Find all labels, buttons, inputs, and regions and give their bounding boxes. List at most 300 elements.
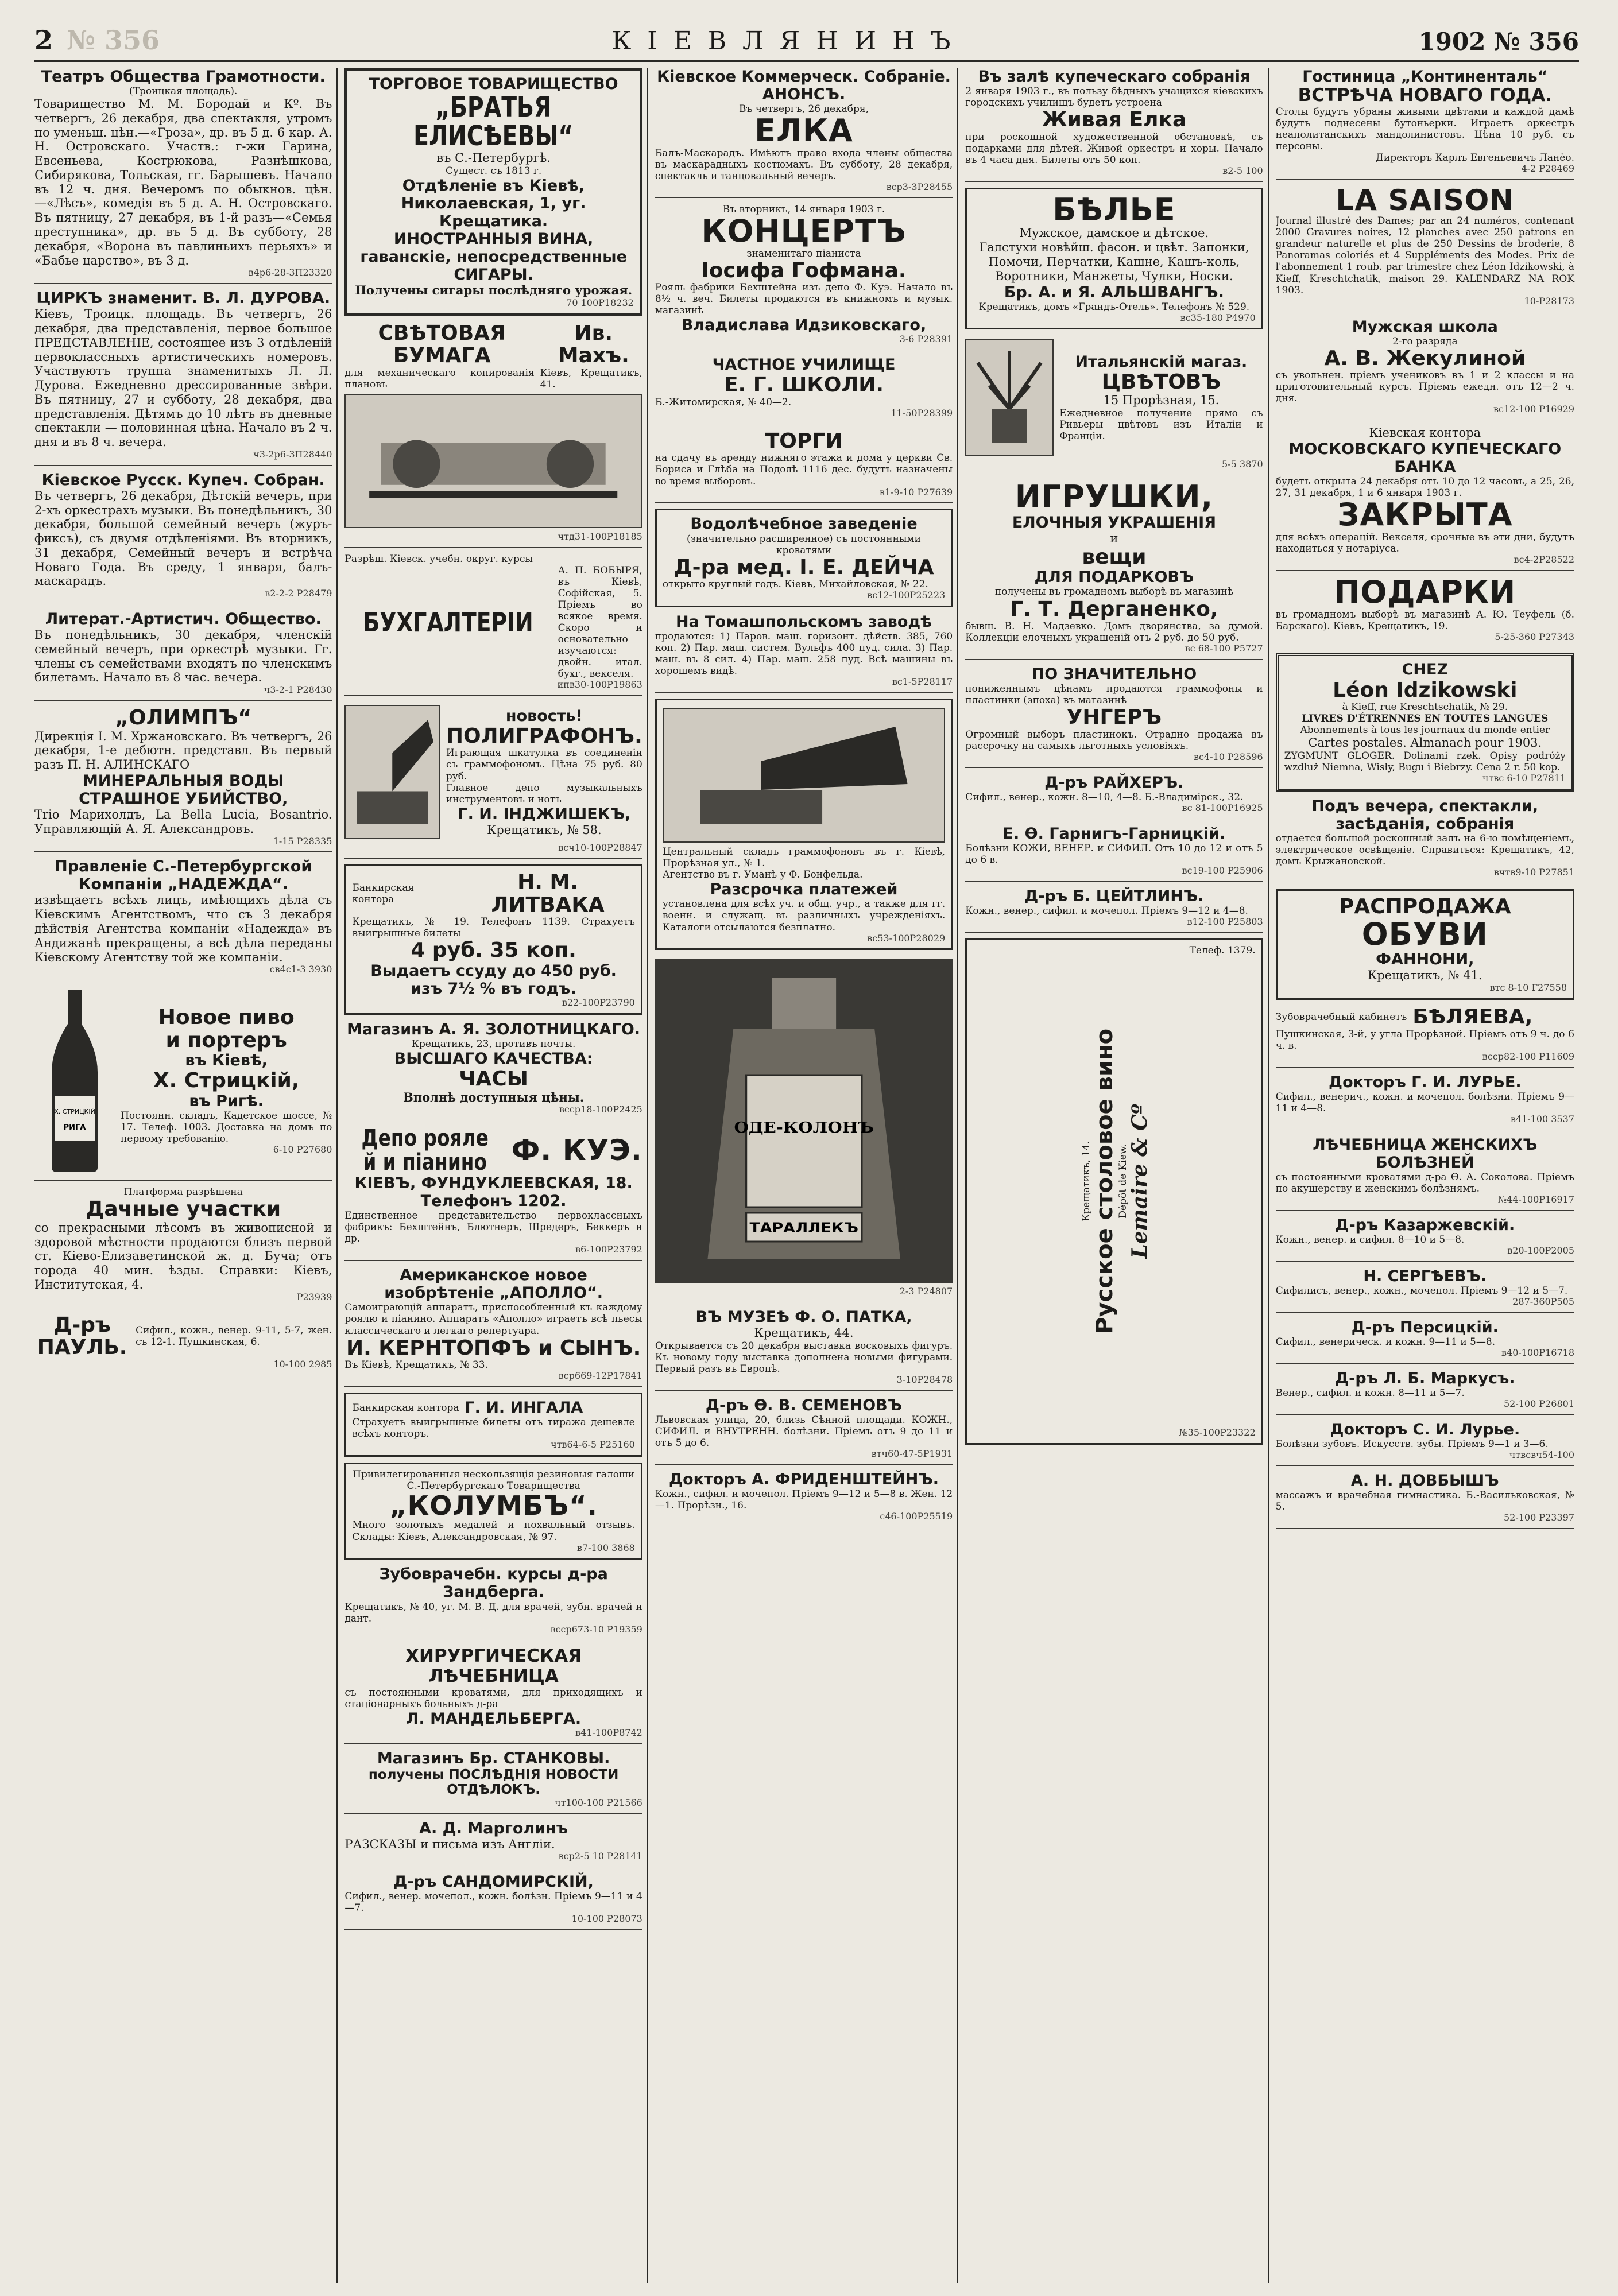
tseit-body: Кожн., венер., сифил. и мочепол. Пріемъ 9—12 и 4—8. <box>965 905 1248 917</box>
garn-name: Е. Ѳ. Гарнигъ-Гарницкій. <box>1002 824 1226 843</box>
buh-pre: Разрѣш. Кiевск. учебн. округ. курсы <box>344 553 533 565</box>
kcs-day: Въ четвергъ, 26 декабря, <box>739 103 869 115</box>
concert-code: 3-6 Р28391 <box>899 333 953 345</box>
beer-line-2: и портеръ <box>165 1028 287 1052</box>
gramo-store: Центральный складъ граммофоновъ въ г. Кiевѣ, Прорѣзная ул., № 1. <box>662 846 946 870</box>
sem-code: втч60-47-5Р1931 <box>871 1448 953 1460</box>
theatre-code: в4р6-28-3П23320 <box>248 267 332 278</box>
deich-sub: (значительно расширенное) съ постоянными кроватями <box>687 533 921 556</box>
zolot-prices: Вполнѣ доступныя цѣны. <box>402 1089 585 1104</box>
apollo-body: Самоиграющій аппаратъ, приспособленный къ каждому роялю и піанино. Аппаратъ «Аполло» играетъ всѣ пьесы классическаго и легкаго репертуара. <box>344 1302 642 1337</box>
school-name: Е. Г. ШКОЛИ. <box>723 373 884 397</box>
continental-hotel-ad <box>1276 68 1574 180</box>
beer-label-bottom: РИГА <box>63 1123 86 1133</box>
zandberg-ad <box>344 1565 642 1640</box>
zhek-name: А. В. Жекулиной <box>1324 346 1526 370</box>
poly-title: ПОЛИГРАФОНЪ. <box>446 724 642 748</box>
olymp-code: 1-15 Р28335 <box>273 835 332 847</box>
linen-ad <box>965 188 1263 330</box>
nadezhda-title: Правленіе С.-Петербургской Компаніи „НАДЕЖДА“. <box>55 858 312 894</box>
page-number: 2 <box>34 25 53 56</box>
toys-code: вс 68-100 Р5727 <box>1185 643 1263 654</box>
idz-addr: à Kieff, rue Kreschtschatik, № 29. <box>1342 701 1508 713</box>
nadezhda-body: извѣщаетъ всѣхъ лицъ, имѣющихъ дѣла съ Кiевскимъ Агентствомъ, что съ 3 декабря дѣйствія Агентства компаніи «Надежда» въ Андижанѣ прекращены, а всѣ дѣла переданы Кiевскому Агентству той же компаніи. <box>34 893 332 964</box>
belyaev-body: Пушкинская, 3-й, у угла Прорѣзной. Пріемъ отъ 9 ч. до 6 ч. в. <box>1275 1028 1575 1052</box>
bank-body: будетъ открыта 24 декабря отъ 10 до 12 часовъ, а 25, 26, 27, 31 декабря, 1 и 6 января 1903 г. <box>1275 476 1575 499</box>
galosh-name: „КОЛУМБЪ“. <box>389 1490 598 1522</box>
mach-code: чтд31-100Р18185 <box>558 530 642 542</box>
circus-code: ч3-2p6-3П28440 <box>253 448 332 460</box>
alshvang-addr: Крещатикъ, домъ «Грандъ-Отель». Телефонъ № 529. <box>978 301 1250 313</box>
shoes-pre: РАСПРОДАЖА <box>1339 895 1511 919</box>
idz-name: Léon Idzikowski <box>1333 678 1518 702</box>
women-code: №44-100Р16917 <box>1497 1193 1575 1205</box>
auction-ad <box>655 430 953 503</box>
kaz-code: в20-100Р2005 <box>1507 1244 1575 1256</box>
litvak-loan: Выдаетъ ссуду до 450 руб. изъ 7½ % въ годъ. <box>370 961 617 998</box>
beer-brand: Х. Стрицкій, <box>153 1069 300 1093</box>
alshvang-name: Бр. А. и Я. АЛЬШВАНГЪ. <box>1004 283 1224 301</box>
patek-museum-ad <box>655 1308 953 1391</box>
toys-title: ИГРУШКИ, <box>1015 479 1214 515</box>
tom-title: На Томашпольскомъ заводѣ <box>675 613 932 631</box>
lurie-code: в41-100 3537 <box>1510 1113 1575 1124</box>
kino-depot: Dépôt de Kiew. <box>1117 1143 1129 1219</box>
theatre-place: (Троицкая площадь). <box>129 86 238 98</box>
kaz-name: Д-ръ Казаржевскій. <box>1335 1216 1515 1234</box>
concert-pre: Въ вторникъ, 14 января 1903 г. <box>722 203 885 215</box>
gramo-code: вс53-100Р28029 <box>867 932 946 944</box>
poly-news: новость! <box>505 707 583 725</box>
polygraphon-ad <box>344 701 642 859</box>
beer-bottle-illustration <box>34 986 115 1176</box>
tseit-name: Д-ръ Б. ЦЕЙТЛИНЪ. <box>1024 887 1204 905</box>
zand-body: Крещатикъ, № 40, уг. М. В. Д. для врачей, зубн. врачей и дант. <box>344 1601 642 1624</box>
tseitlin-ad <box>965 887 1263 933</box>
serg-name: Н. СЕРГѢЕВЪ. <box>1363 1267 1487 1285</box>
literary-society-ad <box>34 610 332 701</box>
kue-name: Ф. КУЭ. <box>511 1133 642 1167</box>
lurie2-code: чтвсвч54-100 <box>1509 1449 1575 1460</box>
cologne-bottle-illustration <box>655 959 953 1283</box>
circus-body: Кiевъ, Троицк. площадь. Въ четвергъ, 26 декабря, два представленія, первое большое ПРЕДСТАВЛЕНIЕ, состоящее изъ 3 отдѣленій первоклассныхъ артистическихъ номеровъ. Участвуютъ труппа знаменитыхъ Л. Л. Дурова. Ежедневно дрессированные звѣри. Въ пятницу, 27 и субботу, 28 декабря, два представленія. Дѣтямъ до 10 лѣтъ въ дневные спектакли — половинная цѣна. Начало въ 2 ч. дня и въ 8 ч. вечера. <box>34 307 332 449</box>
galosh-code: в7-100 3868 <box>576 1542 635 1553</box>
shoes-code: втс 8-10 Г27558 <box>1489 982 1567 994</box>
bleed-through-number: № 356 <box>67 25 160 56</box>
zand-code: всср673-10 Р19359 <box>550 1623 642 1635</box>
linen-items: Галстухи новѣйш. фасон. и цвѣт. Запонки, Помочи, Перчатки, Кашне, Кашъ-коль, Воротники, Манжеты, Чулки, Носки. <box>979 241 1249 283</box>
tom-body: продаются: 1) Паров. маш. горизонт. дѣйств. 385, 760 коп. 2) Пар. маш. систем. Вульфъ 400 пуд. сила. 3) Пар. маш. въ 8 сил. 4) Пар. маш. 258 пуд. Всѣ машины въ хорошемъ видѣ. <box>655 631 953 677</box>
apollo-title: Американское новое изобрѣтеніе „АПОЛЛО“. <box>384 1266 603 1302</box>
eliseev-branch: Отдѣленіе въ Кiевѣ, Николаевская, 1, уг. Крещатика. <box>401 176 586 230</box>
hir-code: в41-100Р8742 <box>575 1727 642 1738</box>
poly-body: Играющая шкатулка въ соединеніи съ граммофономъ. Цѣна 75 руб. 80 руб. <box>446 747 642 782</box>
zolot-code: всср18-100Р2425 <box>559 1104 642 1115</box>
eliseev-since: Сущест. съ 1813 г. <box>445 165 542 177</box>
zhekulina-school-ad <box>1276 318 1574 421</box>
litvak-code: в22-100Р23790 <box>562 996 635 1008</box>
deich-title: Водолѣчебное заведеніе <box>690 515 918 533</box>
ingal-body: Страхуетъ выигрышные билеты отъ тиража дешевле всѣхъ конторъ. <box>352 1417 635 1440</box>
school-body: Б.-Житомирская, № 40—2. <box>655 396 792 408</box>
header-left <box>34 25 160 56</box>
kcs-elka: ЕЛКА <box>754 113 853 149</box>
torg-code: в1-9-10 Р27639 <box>879 486 953 498</box>
mach-ad <box>344 322 642 548</box>
serg-body: Сифилисъ, венер., кожн., мочепол. Пріемъ 9—12 и 5—7. <box>1275 1285 1568 1297</box>
bank-title: МОСКОВСКАГО КУПЕЧЕСКАГО БАНКА <box>1288 440 1562 476</box>
tseit-code: в12-100 Р25803 <box>1187 916 1263 927</box>
kerntopf-addr: Въ Кiевѣ, Крещатикъ, № 33. <box>344 1359 488 1371</box>
lurie-ad <box>1276 1073 1574 1130</box>
litvak-name: Н. М. ЛИТВАКА <box>491 870 605 917</box>
beer-line-1: Новое пиво <box>158 1006 295 1030</box>
garn-code: вс19-100 Р25906 <box>1182 864 1263 876</box>
concert-seller: Владислава Идзиковскаго, <box>681 316 927 335</box>
saison-body: Journal illustré des Dames; par an 24 numéros, contenant 2000 Gravures noires, 12 planches avec 250 patrons en grandeur naturelle et plus de 250 Dessins de broderie, 8 Panoramas coloriés et 4 Suppléments des Modes. Prix de l'abonnement 1 roub. par trimestre chez Léon Idzikowski, à Kieff, Kreschtchatik, maison 29. KALENDARZ NA ROK 1903. <box>1275 215 1575 296</box>
table-wine-ad <box>965 938 1263 1445</box>
hall-rental-ad <box>1276 797 1574 883</box>
eliseev-title: „БРАТЬЯ ЕЛИСѢЕВЫ“ <box>413 91 574 153</box>
eliseev-goods: ИНОСТРАННЫЯ ВИНА, гаванскіе, непосредственные СИГАРЫ. <box>360 230 627 284</box>
sand-body: Сифил., венер. мочепол., кожн. болѣзн. Пріемъ 9—11 и 4—7. <box>344 1891 642 1914</box>
reich-body: Сифил., венер., кожн. 8—10, 4—8. Б.-Владимірск., 32. <box>965 791 1244 803</box>
belyaev-code: всср82-100 Р11609 <box>1482 1050 1575 1062</box>
reich-code: вс 81-100Р16925 <box>1182 802 1263 813</box>
paul-title: Д-ръ ПАУЛЬ. <box>37 1313 127 1360</box>
bookkeeping-ad <box>344 553 642 696</box>
flowers-title: ЦВѢТОВЪ <box>1101 370 1221 394</box>
kino-code: №35-100Р23322 <box>1179 1426 1256 1438</box>
dacha-title: Платформа разрѣшена <box>123 1186 243 1199</box>
toys-sub: ЕЛОЧНЫЯ УКРАШЕНІЯ <box>1012 514 1217 532</box>
hir-body: съ постоянными кроватями, для приходящихъ и стаціонарныхъ больныхъ д-ра <box>344 1686 642 1710</box>
kcs-title: Кiевское Коммерческ. Собраніе. <box>657 68 951 86</box>
tom-code: вс1-5Р28117 <box>892 676 953 688</box>
patek-body: Открывается съ 20 декабря выставка восковыхъ фигуръ. Къ новому году выставка дополнена новыми фигурами. Первый разъ въ Европѣ. <box>655 1340 953 1375</box>
womens-clinic-ad <box>1276 1136 1574 1211</box>
kcs-body: Балъ-Маскарадъ. Имѣютъ право входа члены общества въ маскарадныхъ костюмахъ. Въ субботу, 28 декабря, спектакль и танцовальный вечеръ. <box>655 147 953 182</box>
ad-columns <box>34 68 1579 2283</box>
beer-line-3: въ Кiевѣ, <box>185 1052 268 1070</box>
la-saison-ad <box>1276 185 1574 312</box>
marg-name: А. Д. Марголинъ <box>419 1819 568 1837</box>
toys-for: ДЛЯ ПОДАРКОВЪ <box>1034 568 1194 587</box>
women-body: съ постоянными кроватями д-ра Ѳ. А. Соколова. Пріемъ по акушерству и женскимъ болѣзнямъ. <box>1275 1171 1575 1194</box>
nadezhda-ad <box>34 858 332 980</box>
dacha-code: Р23939 <box>296 1291 332 1302</box>
beer-label-top: Х. СТРИЦКІЙ <box>54 1108 95 1116</box>
sergeev-ad <box>1276 1267 1574 1313</box>
theatre-title: Театръ Общества Грамотности. <box>41 68 326 86</box>
fried-name: Докторъ А. ФРИДЕНШТЕЙНЪ. <box>669 1471 939 1489</box>
gramophone-store-ad <box>655 699 953 950</box>
zolot-title: Магазинъ А. Я. ЗОЛОТНИЦКАГО. <box>347 1020 641 1038</box>
kino-title: Русское столовое вино <box>1091 1028 1118 1334</box>
sem-body: Львовская улица, 20, близь Сѣнной площади. КОЖН., СИФИЛ. и ВНУТРЕНН. болѣзни. Пріемъ отъ 9 до 11 и отъ 5 до 6. <box>655 1414 953 1449</box>
issue-number: 1902 № 356 <box>1418 28 1579 56</box>
gifts-code: 5-25-360 Р27343 <box>1495 631 1575 642</box>
semenov-ad <box>655 1397 953 1465</box>
unger-code: вс4-10 Р28596 <box>1193 751 1263 762</box>
markus-name: Д-ръ Л. Б. Маркусъ. <box>1335 1369 1515 1387</box>
litvak-ad <box>344 864 642 1015</box>
sandomirsky-ad <box>344 1873 642 1930</box>
pers-name: Д-ръ Персицкій. <box>1351 1318 1499 1336</box>
unger-ad <box>965 665 1263 768</box>
zolotnitsky-ad <box>344 1021 642 1120</box>
column-5 <box>1276 68 1579 2283</box>
zhek-body: съ увольнен. пріемъ учениковъ въ 1 и 2 классы и на приготовительный курсъ. Пріемъ ежедн. отъ 12—2 ч. дня. <box>1275 370 1575 405</box>
commercial-club-ad <box>655 68 953 198</box>
kerntopf-name: И. КЕРНТОПФЪ и СЫНЪ. <box>346 1336 641 1360</box>
club-body: Въ четвергъ, 26 декабря, Дѣтскій вечеръ, при 2-хъ оркестрахъ музыки. Въ понедѣльникъ, 30 декабря, большой семейный вечеръ (журъ-фиксъ), съ двумя отдѣленіями. Въ вторникъ, 31 декабря, Семейный вечеръ и встрѣча Новаго Года. Въ среду, 1 января, балъ-маскарадъ. <box>34 488 332 588</box>
kino-tel: Телеф. 1379. <box>1189 944 1256 956</box>
copy-machine-illustration <box>344 394 642 528</box>
beer-ad <box>34 986 332 1181</box>
markus-ad <box>1276 1370 1574 1415</box>
nadezhda-code: св4с1-3 3930 <box>269 964 332 975</box>
marg-body: РАЗСКАЗЫ и письма изъ Англіи. <box>344 1837 555 1851</box>
column-2 <box>344 68 648 2283</box>
apollo-ad <box>344 1266 642 1387</box>
unger-tail: Огромный выборъ пластинокъ. Отрадно продажа въ рассрочку на самыхъ льготныхъ условіяхъ. <box>965 728 1263 752</box>
toys-body: бывш. В. Н. Мадзевко. Домъ дворянства, за думой. Коллекціи елочныхъ украшеній отъ 2 руб. до 50 руб. <box>965 620 1263 644</box>
dacha-body: со прекрасными лѣсомъ въ живописной и здоровой мѣстности продаются близъ первой ст. Кiево-Елизаветинской ж. д. Буча; отъ города 40 мин. ѣзды. Справки: Кiевъ, Институтская, 4. <box>34 1220 332 1292</box>
lurie-body: Сифил., венерич., кожн. и мочепол. болѣзни. Пріемъ 9—11 и 4—8. <box>1275 1091 1575 1114</box>
patek-code: 3-10Р28478 <box>896 1374 953 1386</box>
olymp-title: „ОЛИМПЪ“ <box>115 706 252 730</box>
zhek-code: вс12-100 Р16929 <box>1493 404 1575 415</box>
column-3 <box>655 68 958 2283</box>
friedenstein-ad <box>655 1471 953 1527</box>
belyaev-pre: Зубоврачебный кабинетъ <box>1275 1011 1407 1023</box>
toys-ad <box>965 481 1263 660</box>
hall-body: отдается большой роскошный залъ на 6-ю помѣщеніемъ, электрическое освѣщеніе. Справиться: Крещатикъ, 42, домъ Крыжановской. <box>1275 833 1575 868</box>
olymp-play-1: МИНЕРАЛЬНЫЯ ВОДЫ <box>82 771 284 790</box>
deich-code: вс12-100Р25223 <box>867 589 946 601</box>
marg-code: вср2-5 10 Р28141 <box>558 1851 642 1862</box>
kue-ad <box>344 1126 642 1261</box>
kcs-anons: АНОНСЪ. <box>762 86 846 104</box>
olymp-ad <box>34 707 332 852</box>
dovbysh-ad <box>1276 1472 1574 1529</box>
saison-code: 10-Р28173 <box>1524 295 1575 307</box>
margolin-ad <box>344 1820 642 1868</box>
gifts-body: въ громадномъ выборѣ въ магазинѣ А. Ю. Теуфель (б. Барскаго). Кiевъ, Крещатикъ, 19. <box>1275 608 1575 632</box>
sand-name: Д-ръ САНДОМИРСКІЙ, <box>393 1873 594 1891</box>
poly-seller: Главное депо музыкальныхъ инструментовъ и нотъ <box>446 782 642 805</box>
gramophone-illustration-2 <box>663 708 945 843</box>
concert-body: Рояль фабрики Бехштейна изъ депо Ф. Куэ. Начало въ 8½ ч. веч. Билеты продаются въ книжномъ и музык. магазинѣ <box>655 282 953 317</box>
hotel-code: 4-2 Р28469 <box>1521 162 1575 174</box>
lurie2-body: Болѣзни зубовъ. Искусств. зубы. Пріемъ 9—1 и 3—6. <box>1275 1438 1549 1450</box>
idzikowski-ad <box>1276 653 1574 792</box>
garn-body: Болѣзни КОЖИ, ВЕНЕР. и СИФИЛ. Отъ 10 до 12 и отъ 5 до 6 в. <box>965 842 1263 866</box>
paul-ad <box>34 1314 332 1375</box>
torg-body: на сдачу въ аренду нижняго этажа и дома у церкви Св. Бориса и Глѣба на Подолѣ 1116 дес. будутъ назначены во время выборовъ. <box>655 452 953 487</box>
theatre-body: Товарищество М. М. Бородай и Кº. Въ четвергъ, 26 декабря, два спектакля, утромъ по уменьш. цѣн.—«Гроза», др. въ 5 д. 6 кар. А. Н. Островскаго. Участв.: г-жи Гарина, Евсеньева, Кострюкова, Разнѣшкова, Сибирякова, Тольская, гг. Барышевъ. Начало въ 12 ч. дня. Вечеромъ по обыкнов. цѣн.—«Лѣсъ», комедія въ 5 д. А. Н. Островскаго. Въ пятницу, 27 декабря, въ 1-й разъ—«Семья преступника», др. въ 5 д. Въ субботу, 28 декабря, «Ворона въ павлиньихъ перьяхъ» и «Бабье царство», въ 3 д. <box>34 97 332 267</box>
bank-code: вс4-2Р28522 <box>1514 553 1575 565</box>
hotel-title: Гостиница „Континенталь“ <box>1302 68 1548 86</box>
elka-body: при роскошной художественной обстановкѣ, съ подарками для дѣтей. Живой оркестръ и хоры. Начало въ 4 часа дня. Билеты отъ 50 коп. <box>965 131 1263 166</box>
poly-code: всч10-100Р28847 <box>558 842 642 854</box>
poly-addr: Крещатикъ, № 58. <box>487 823 602 837</box>
bank-pre: Кiевская контора <box>1369 426 1481 440</box>
school-title: ЧАСТНОЕ УЧИЛИЩЕ <box>712 356 896 374</box>
toys-choice: получены въ громадномъ выборѣ въ магазинѣ <box>994 586 1233 598</box>
bank-closed: ЗАКРЫТА <box>1337 497 1513 533</box>
markus-code: 52-100 Р26801 <box>1503 1398 1575 1409</box>
idz-abon: Abonnements à tous les journaux du monde entier <box>1300 724 1550 736</box>
lit-title: Литерат.-Артистич. Общество. <box>45 610 322 629</box>
belyaev-ad <box>1276 1006 1574 1068</box>
theatre-ad <box>34 68 332 284</box>
buh-side: А. П. БОБЫРЯ, въ Кiевѣ, Софійская, 5. Пріемъ во всякое время. Скоро и основательно изучаются: двойн. итал. бухг., векселя. <box>558 564 642 680</box>
stank-title: Магазинъ Бр. СТАНКОВЫ. <box>377 1749 610 1767</box>
eliseev-code: 70 100Р18232 <box>566 297 634 308</box>
deich-body: открыто круглый годъ. Кiевъ, Михайловская, № 22. <box>662 579 928 591</box>
flower-pot-illustration <box>965 339 1054 456</box>
hotel-event: ВСТРѢЧА НОВАГО ГОДА. <box>1298 85 1553 106</box>
deich-ad <box>655 509 953 607</box>
column-4 <box>965 68 1268 2283</box>
gramo-body: установлена для всѣх уч. и общ. учр., а также для гг. военн. и служащ. въ различныхъ учрежденіяхъ. Каталоги отсылаются безплатно. <box>662 898 946 933</box>
gramo-credit: Разсрочка платежей <box>710 881 898 899</box>
merchant-bank-ad <box>1276 426 1574 571</box>
pers-code: в40-100Р16718 <box>1501 1347 1575 1358</box>
shoe-sale-ad <box>1276 889 1574 1000</box>
reich-name: Д-ръ РАЙХЕРЪ. <box>1044 773 1184 792</box>
patek-title: ВЪ МУЗЕѢ Ф. О. ПАТКА, <box>695 1308 912 1327</box>
idz-books: LIVRES D'ÉTRENNES EN TOUTES LANGUES <box>1302 713 1549 725</box>
eliseev-ad <box>344 68 642 316</box>
zhek-sub: 2-го разряда <box>1392 335 1458 347</box>
ingal-code: чтв64-6-5 Р25160 <box>551 1439 635 1450</box>
eliseev-note: Получены сигары послѣдняго урожая. <box>355 282 633 297</box>
shoes-brand: ФАННОНИ, <box>1376 951 1474 969</box>
galosh-body: Много золотыхъ медалей и похвальный отзывъ. Склады: Кiевъ, Александровская, № 97. <box>352 1519 635 1543</box>
unger-name: УНГЕРЪ <box>1066 705 1162 730</box>
dacha-ad <box>34 1186 332 1308</box>
eliseev-city: въ С.-Петербургѣ. <box>436 150 551 165</box>
dov-code: 52-100 Р23397 <box>1503 1511 1575 1523</box>
paul-body: Сифил., кожн., венер. 9-11, 5-7, жен. съ 12-1. Пушкинская, 6. <box>136 1325 332 1348</box>
hall-title: Подъ вечера, спектакли, засѣданія, собранія <box>1311 797 1539 833</box>
toys-gifts: вещи <box>1082 545 1147 569</box>
fried-body: Кожн., сифил. и мочепол. Пріемъ 9—12 и 5—8 в. Жен. 12—1. Прорѣзн., 16. <box>655 1488 953 1512</box>
beer-body: Постоянн. складъ, Кадетское шоссе, № 17. Телеф. 1003. Доставка на домъ по первому требованію. <box>121 1110 332 1145</box>
school-ad <box>655 356 953 424</box>
lit-code: ч3-2-1 Р28430 <box>264 684 332 696</box>
paul-code: 10-100 2985 <box>273 1358 332 1370</box>
cologne-label: ОДЕ-КОЛОНЪ <box>734 1118 874 1137</box>
litvak-body: Крещатикъ, № 19. Телефонъ 1139. Страхуетъ выигрышные билеты <box>352 916 635 940</box>
linen-body: Мужское, дамское и дѣтское. <box>1019 226 1209 241</box>
zolot-addr: Крещатикъ, 23, противъ почты. <box>411 1038 576 1050</box>
gifts-ad <box>1275 573 1575 648</box>
deich-name: Д-ра мед. І. Е. ДЕЙЧА <box>673 555 934 579</box>
garnich-ad <box>965 825 1263 882</box>
hotel-body: Столы будутъ убраны живыми цвѣтами и каждой дамѣ будутъ поднесены бутоньерки. Играетъ оркестръ неаполитанскихъ мандолинистовъ. Цѣна 10 руб. съ персоны. <box>1275 106 1575 152</box>
ingal-ad <box>344 1393 642 1457</box>
saison-title: LA SAISON <box>1336 183 1515 217</box>
cologne-ad <box>655 956 953 1302</box>
litvak-pre: Банкирская контора <box>352 882 415 905</box>
dacha-head: Дачные участки <box>86 1197 281 1221</box>
cologne-code: 2-3 Р24807 <box>899 1286 953 1297</box>
school-code: 11-50Р28399 <box>891 407 953 418</box>
stankova-ad <box>344 1750 642 1814</box>
serg-code: 287-360Р505 <box>1512 1296 1575 1307</box>
hir-title: ХИРУРГИЧЕСКАЯ ЛѢЧЕБНИЦА <box>405 1645 582 1687</box>
newspaper-title: КIЕВЛЯНИНЪ <box>611 26 967 56</box>
kazarzhevsky-ad <box>1276 1216 1574 1262</box>
concert-sub: знаменитаго піаниста <box>746 247 861 259</box>
beer-city: въ Ригѣ. <box>189 1092 264 1111</box>
flowers-code: 5-5 3870 <box>1222 459 1263 470</box>
pers-body: Сифил., венерическ. и кожн. 9—11 и 5—8. <box>1275 1336 1496 1348</box>
lurie-name: Докторъ Г. И. ЛУРЬЕ. <box>1329 1073 1522 1091</box>
flowers-addr: 15 Прорѣзная, 15. <box>1103 393 1220 408</box>
club-code: в2-2-2 Р28479 <box>265 588 332 599</box>
eliseev-sub: ТОРГОВОЕ ТОВАРИЩЕСТВО <box>369 75 618 93</box>
gramophone-illustration <box>344 705 440 839</box>
beer-row <box>34 986 332 1176</box>
mach-name: Ив. Махъ. <box>558 321 629 368</box>
women-title: ЛѢЧЕБНИЦА ЖЕНСКИХЪ БОЛѢЗНЕЙ <box>1313 1135 1538 1172</box>
zolot-watch: ЧАСЫ <box>459 1066 528 1091</box>
ingal-name: Г. И. ИНГАЛА <box>465 1399 583 1417</box>
toys-name: Г. Т. Дерганенко, <box>1010 597 1218 621</box>
club-title: Кiевское Русск. Купеч. Собран. <box>41 471 325 489</box>
merchant-club-ad <box>34 471 332 604</box>
idz-cards: Cartes postales. Almanach pour 1903. <box>1308 736 1542 750</box>
toys-and: и <box>1110 532 1118 546</box>
persitsky-ad <box>1276 1318 1574 1364</box>
litvak-price: 4 руб. 35 коп. <box>411 938 576 963</box>
lurie-dentist-ad <box>1276 1421 1574 1466</box>
olymp-tail: Trio Марихолдъ, La Bella Lucia, Bosantrio. Управляющій А. Я. Александровъ. <box>34 807 332 836</box>
shoes-title: ОБУВИ <box>1361 916 1488 952</box>
gramo-agent: Агентство въ г. Уманѣ у Ф. Бонфельда. <box>662 869 863 881</box>
zand-title: Зубоврачебн. курсы д-ра Зандберга. <box>379 1565 608 1601</box>
living-tree-ad <box>965 68 1263 182</box>
linen-title: БѢЛЬЕ <box>1052 191 1176 228</box>
lurie2-name: Докторъ С. И. Лурье. <box>1330 1420 1520 1438</box>
patek-addr: Крещатикъ, 44. <box>754 1326 854 1340</box>
belyaev-name: БѢЛЯЕВА, <box>1412 1005 1533 1029</box>
olymp-play-2: СТРАШНОЕ УБИЙСТВО, <box>79 789 288 808</box>
column-1 <box>34 68 338 2283</box>
kue-body: Единственное представительство первоклассныхъ фабрикъ: Бехштейнъ, Блютнеръ, Шредеръ, Беккеръ и др. <box>344 1210 642 1245</box>
hir-name: Л. МАНДЕЛЬБЕРГА. <box>406 1709 582 1728</box>
sem-name: Д-ръ Ѳ. В. СЕМЕНОВЪ <box>705 1397 903 1415</box>
circus-ad <box>34 289 332 466</box>
ingal-pre: Банкирская контора <box>352 1402 459 1414</box>
kcs-code: вср3-3Р28455 <box>886 181 953 192</box>
tomashpol-ad <box>655 613 953 693</box>
elka-code: в2-5 100 <box>1222 165 1263 176</box>
reicher-ad <box>965 774 1263 819</box>
hall-code: вчтв9-10 Р27851 <box>1493 867 1575 878</box>
elka-title: Живая Елка <box>1042 108 1187 132</box>
concert-title: КОНЦЕРТЪ <box>701 212 907 249</box>
unger-title: ПО ЗНАЧИТЕЛЬНО <box>1031 665 1197 684</box>
lit-body: Въ понедѣльникъ, 30 декабря, членскій семейный вечеръ, при оркестрѣ музыки. Гг. члены съ семействами входятъ по членскимъ билетамъ. Начало въ 8 час. вечера. <box>34 628 332 685</box>
idz-pol: ZYGMUNT GLOGER. Dolinami rzek. Opisy podróży wzdłuż Niemna, Wisły, Bugu i Biebrzy. Cena 2 r. 50 kop. <box>1284 750 1566 774</box>
dov-body: массажъ и врачебная гимнастика. Б.-Васильковская, № 5. <box>1275 1489 1575 1512</box>
